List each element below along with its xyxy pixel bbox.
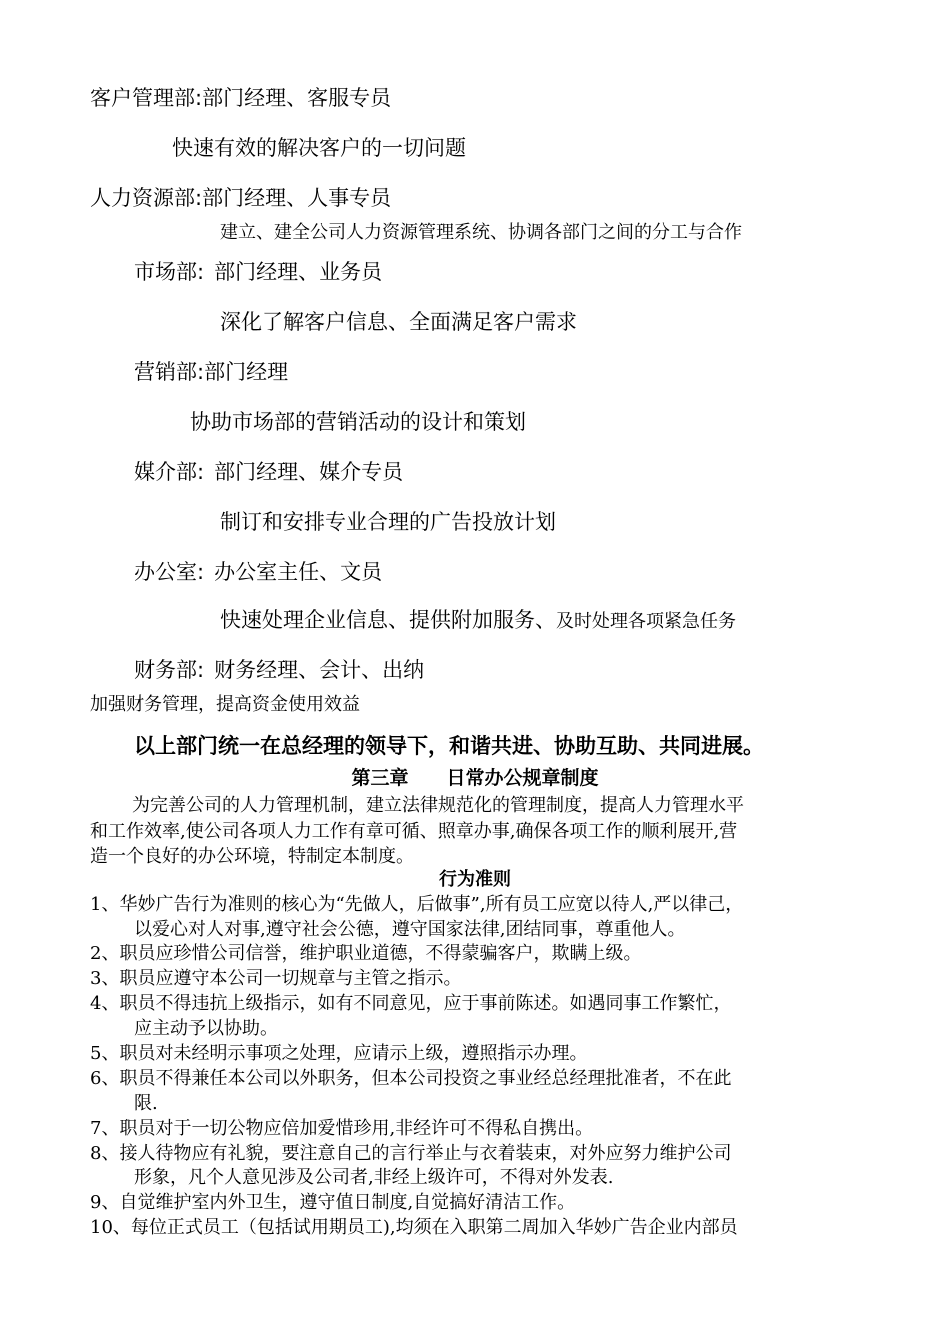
department-duty: 快速处理企业信息、提供附加服务、 <box>220 608 556 632</box>
department-roles: 部门经理、业务员 <box>214 260 383 284</box>
department-roles: 部门经理、媒介专员 <box>214 460 404 484</box>
department-name-row <box>134 362 288 383</box>
chapter-intro-line: 为完善公司的人力管理机制，建立法律规范化的管理制度，提高人力管理水平 <box>132 795 744 816</box>
department-duty-extra: 及时处理各项紧急任务 <box>556 611 736 632</box>
summary-text: 以上部门统一在总经理的领导下，和谐共进、协助互助、共同进展。 <box>134 734 764 758</box>
department-roles: 部门经理、人事专员 <box>202 186 392 210</box>
department-name-row <box>90 88 391 109</box>
department-name: 媒介部: <box>134 460 205 484</box>
department-name: 营销部: <box>134 360 205 384</box>
department-name: 财务部: <box>134 658 205 682</box>
department-duty: 制订和安排专业合理的广告投放计划 <box>220 510 556 534</box>
conduct-item: 5、职员对未经明示事项之处理，应请示上级，遵照指示办理。 <box>90 1043 588 1064</box>
department-name-row <box>134 462 403 483</box>
department-duty: 加强财务管理，提高资金使用效益 <box>90 694 360 715</box>
department-roles: 部门经理 <box>204 360 289 384</box>
department-name: 市场部: <box>134 260 205 284</box>
department-name-row <box>134 262 382 283</box>
conduct-item: 形象，凡个人意见涉及公司者,非经上级许可，不得对外发表. <box>134 1167 614 1188</box>
conduct-item: 8、接人待物应有礼貌，要注意自己的言行举止与衣着装束，对外应努力维护公司 <box>90 1143 732 1164</box>
department-duty: 协助市场部的营销活动的设计和策划 <box>190 410 526 434</box>
conduct-item: 10、每位正式员工（包括试用期员工),均须在入职第二周加入华妙广告企业内部员 <box>90 1217 738 1238</box>
conduct-item: 以爱心对人对事,遵守社会公德，遵守国家法律,团结同事，尊重他人。 <box>134 919 686 940</box>
department-duty-row <box>220 610 736 631</box>
conduct-item: 9、自觉维护室内外卫生，遵守值日制度,自觉搞好清洁工作。 <box>90 1192 576 1213</box>
chapter-intro-line: 造一个良好的办公环境，特制定本制度。 <box>90 846 414 867</box>
conduct-item: 1、华妙广告行为准则的核心为“先做人，后做事”,所有员工应宽以待人,严以律己， <box>90 894 744 915</box>
conduct-title: 行为准则 <box>439 869 511 890</box>
conduct-item: 3、职员应遵守本公司一切规章与主管之指示。 <box>90 968 462 989</box>
chapter-title: 第三章 日常办公规章制度 <box>351 767 599 789</box>
conduct-item: 应主动予以协助。 <box>134 1018 278 1039</box>
department-name: 办公室: <box>134 560 205 584</box>
conduct-item: 7、职员对于一切公物应倍加爱惜珍用,非经许可不得私自携出。 <box>90 1118 594 1139</box>
department-duty: 建立、建全公司人力资源管理系统、协调各部门之间的分工与合作 <box>220 222 742 243</box>
conduct-item: 6、职员不得兼任本公司以外职务，但本公司投资之事业经总经理批准者，不在此 <box>90 1068 732 1089</box>
department-duty: 快速有效的解决客户的一切问题 <box>172 136 466 160</box>
conduct-item: 限. <box>134 1093 158 1114</box>
department-name: 人力资源部: <box>90 186 203 210</box>
department-name-row <box>134 562 382 583</box>
department-duty: 深化了解客户信息、全面满足客户需求 <box>220 310 577 334</box>
department-roles: 财务经理、会计、出纳 <box>214 658 425 682</box>
conduct-item: 2、职员应珍惜公司信誉，维护职业道德，不得蒙骗客户，欺瞒上级。 <box>90 943 642 964</box>
department-roles: 办公室主任、文员 <box>214 560 383 584</box>
chapter-intro-line: 和工作效率,使公司各项人力工作有章可循、照章办事,确保各项工作的顺利展开,营 <box>90 821 738 842</box>
department-name: 客户管理部: <box>90 86 203 110</box>
department-roles: 部门经理、客服专员 <box>202 86 392 110</box>
conduct-item: 4、职员不得违抗上级指示，如有不同意见，应于事前陈述。如遇同事工作繁忙， <box>90 993 732 1014</box>
department-name-row <box>134 660 424 681</box>
department-name-row <box>90 188 391 209</box>
